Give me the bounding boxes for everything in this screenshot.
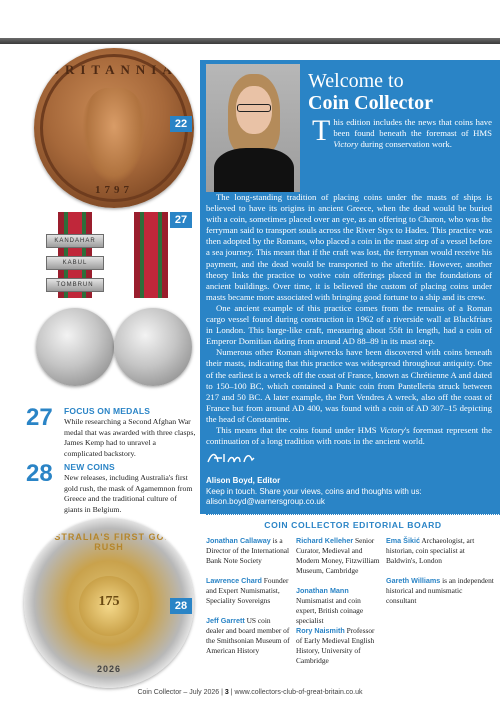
medal-clasp: KANDAHAR (46, 234, 104, 248)
member-name: Richard Kelleher (296, 536, 354, 545)
feature-page-number: 28 (26, 460, 53, 487)
editor-signature (206, 450, 256, 466)
board-member (296, 536, 382, 576)
editor-email-link[interactable]: alison.boyd@warnersgroup.co.uk (206, 497, 325, 506)
editor-contact (206, 476, 422, 508)
editor-photo (206, 64, 300, 192)
article-body (206, 192, 492, 447)
page-badge: 28 (170, 598, 192, 614)
page-badge: 22 (170, 116, 192, 132)
board-member (386, 576, 494, 606)
coin-legend: AUSTRALIA'S FIRST GOLD RUSH (39, 532, 179, 552)
member-desc: Archaeologist, art historian, coin specialist at Baldwin's, London (386, 536, 475, 565)
footer-separator: | (230, 689, 235, 696)
page-footer (0, 689, 500, 696)
article-paragraph-final (206, 425, 492, 447)
member-desc: is an independent historical and numismatic consultant (386, 576, 494, 605)
footer-website-link[interactable]: www.collectors-club-of-great-britain.co.uk (234, 689, 363, 696)
article-paragraph: The long-standing tradition of placing coins under the masts of ships is believed to have its origins in ancient Greece, when the dead would be buried with a coin, sometimes placed over an eye, as an offering to Charon, who was the ferryman said to transport souls across the River Styx to Hades. This practice was then adopted by the Romans, who placed a coin in the mast step of a vessel before a sea journey. This meant that if the craft was lost, the ferryman would receive his payment, and the dead would be transported to the afterlife. However, another theory links the practice to votive coin offerings placed in the foundations of ancient buildings. Over time, it is believed the custom of placing coins under masts became more associated with bringing good fortune to a ship and its crew. (206, 192, 492, 302)
britannia-figure (82, 88, 146, 184)
medal-reverse (114, 308, 192, 386)
article-paragraph: One ancient example of this practice comes from the remains of a Roman cargo vessel found during construction in 1962 of a riverside wall at Blackfriars in London. This barge-like craft, measuring about 55ft in length, had a coin of Emperor Domitian dating from around AD 88–89 in its mast step. (206, 302, 492, 347)
top-rule (0, 38, 500, 44)
member-desc: Founder and Expert Numismatist, Speciality Sovereigns (206, 576, 289, 605)
board-member (206, 536, 290, 566)
member-name: Jonathan Callaway (206, 536, 271, 545)
feature-heading: FOCUS ON MEDALS (64, 406, 151, 416)
medals-image (26, 212, 192, 402)
medal-obverse (36, 308, 114, 386)
coin-year: 2026 (96, 664, 122, 674)
feature-medals[interactable] (26, 406, 196, 459)
welcome-line-1: Welcome to (308, 70, 404, 92)
photo-body (214, 148, 294, 192)
feature-page-number: 27 (26, 404, 53, 431)
welcome-line-2: Coin Collector (308, 92, 433, 114)
medal-clasp: KABUL (46, 256, 104, 270)
article-intro (312, 114, 492, 150)
coin-date: 1797 (95, 184, 133, 196)
board-member (206, 576, 290, 606)
editor-name: Alison Boyd, Editor (206, 476, 281, 485)
member-name: Lawrence Chard (206, 576, 262, 585)
member-name: Gareth Williams (386, 576, 441, 585)
ship-name: Victory (379, 424, 405, 435)
feature-body: While researching a Second Afghan War medal that was awarded with three clasps, James Kemp had to unravel a complicated backstory. (64, 417, 196, 458)
drop-cap: T (312, 114, 331, 147)
page-badge: 27 (170, 212, 192, 228)
welcome-heading (308, 70, 433, 114)
member-desc: Professor of Early Medieval English History, University of Cambridge (296, 626, 375, 665)
final-text: This means that the coins found under HMS (216, 424, 380, 435)
article-paragraph: Numerous other Roman shipwrecks have been discovered with coins beneath their masts, indicating that this practice was widespread throughout antiquity. One of the earliest is a wreck off the coast of France, known as Chrétienne A and dated to 150–100 BC, which contained a Punic coin from Pantelleria struck between 217 and 50 BC. A later example, the Port Vendres A wreck, also off the coast of France but from around AD 400, was found with a coin of AD 307–15 depicting the head of Constantine. (206, 347, 492, 424)
coin-center-number: 175 (98, 594, 120, 609)
feature-heading: NEW COINS (64, 462, 115, 472)
member-name: Jonathan Mann (296, 586, 349, 595)
footer-page-number: 3 (224, 689, 229, 696)
board-member (206, 616, 290, 656)
footer-separator: | (221, 689, 225, 696)
ship-name: Victory (333, 139, 359, 150)
board-member (386, 536, 494, 566)
intro-text-end: during conservation work. (358, 139, 452, 150)
medal-clasp: TOMBRUN (46, 278, 104, 292)
member-desc: Senior Curator, Medieval and Modern Money, Fitzwilliam Museum, Cambridge (296, 536, 380, 575)
member-desc: US coin dealer and board member of the Smithsonian Museum of American History (206, 616, 290, 655)
medal-ribbon (134, 212, 168, 298)
board-member (296, 626, 382, 666)
coin-legend: BRITANNIA (50, 62, 178, 77)
board-title: COIN COLLECTOR EDITORIAL BOARD (264, 520, 442, 530)
gold-rush-coin-image (24, 518, 194, 688)
member-name: Rory Naismith (296, 626, 345, 635)
member-name: Ema Šikić (386, 536, 420, 545)
board-member (296, 586, 382, 626)
member-desc: is a Director of the International Bank Note Society (206, 536, 290, 565)
editor-message: Keep in touch. Share your views, coins and thoughts with us: (206, 486, 422, 496)
footer-publication: Coin Collector – July 2026 (137, 689, 220, 696)
final-text-end: 's foremast represent the continuation of a long tradition with roots in the ancient world. (206, 424, 492, 447)
member-name: Jeff Garrett (206, 616, 245, 625)
photo-glasses (237, 104, 271, 112)
intro-text: his edition includes the news that coins have been found beneath the foremast of HMS (333, 117, 492, 139)
board-divider (206, 514, 500, 515)
member-desc: Numismatist and coin expert, British coinage specialist (296, 596, 364, 625)
feature-body: New releases, including Australia's first gold rush, the mask of Agamemnon from Greece and the traditional culture of giants in Belgium. (64, 473, 193, 514)
feature-new-coins[interactable] (26, 462, 196, 515)
